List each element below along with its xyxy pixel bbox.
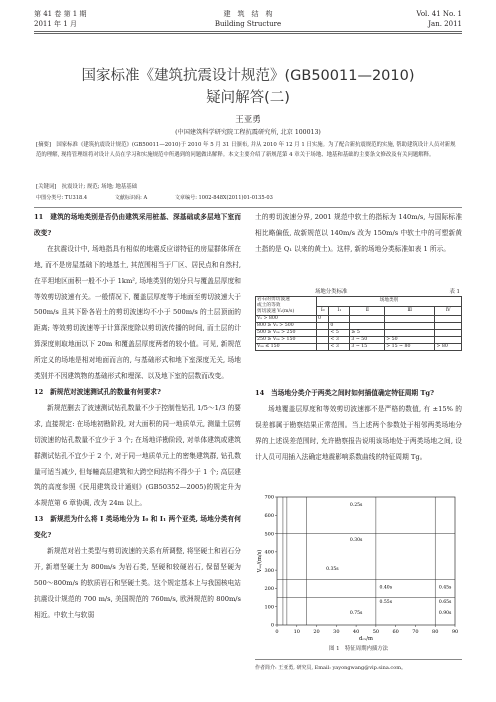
right-column-mid	[255, 386, 462, 466]
table-cell: < 5	[329, 330, 350, 337]
table-head-corner	[256, 297, 317, 316]
y-tick-label: 200	[264, 586, 274, 593]
y-tick-label: 300	[264, 567, 274, 574]
table-cell	[435, 330, 462, 337]
y-tick-label: 400	[264, 549, 274, 556]
table-col-header: Ⅱ	[350, 306, 385, 316]
figure-caption: 图 1 特征周期内插方法	[328, 646, 389, 652]
x-tick-label: 90	[451, 629, 459, 635]
table-cell	[350, 316, 385, 323]
table-cell: 0	[317, 316, 329, 323]
paper-title-line1: 国家标准《建筑抗震设计规范》(GB50011—2010)	[81, 68, 415, 84]
plot-frame	[277, 497, 455, 625]
y-tick-label: 500	[264, 531, 274, 538]
y-tick-label: 700	[264, 494, 274, 501]
table-col-header: Ⅰ₀	[317, 306, 329, 316]
table-col-header: Ⅳ	[435, 306, 462, 316]
period-annotation: 0.75s	[349, 611, 363, 617]
period-annotation: 0.45s	[438, 585, 452, 591]
paper-title-line2: 疑问解答(二)	[206, 90, 290, 106]
body-paragraph: 新规范删去了波速测试钻孔数量不少于控制性钻孔 1/5～1/3 的要求, 直接规定: 在场地初勘阶段, 对大面积的同一地质单元, 测量土层剪切波速的钻孔数量不宜少于 3 个; 在场地详勘阶段, 对单体建筑或建筑群测试钻孔不宜少于 2 个, 对于同一地质单元上的密集建筑群, 钻孔数量可适当减少, 但每幢高层建筑和大跨空间结构不得少于 1 个; 高层建筑的高度参照《民用建筑设计通则》(GB50352—2005)的规定升为本规范第 6 章协调, 改为 24m 以上。	[34, 403, 241, 508]
journal-volume-en: Vol. 41 No. 1	[416, 10, 462, 18]
table-cell	[317, 344, 329, 351]
table-cell: > 80	[435, 344, 462, 351]
clc-number: 中图分类号: TU318.4	[36, 195, 88, 201]
table-row	[256, 316, 462, 323]
table-cell: < 3	[329, 344, 350, 351]
affiliation: (中国建筑科学研究院工程抗震研究所, 北京 100013)	[175, 129, 321, 136]
abstract: [摘要] 国家标准《建筑抗震设计规范》(GB50011—2010)于 2010 年 5 月 31 日颁布, 并从 2010 年 12 月 1 日实施。为了配合新抗震规范的实施, 帮助建筑设计人员对新规范的理解, 现将管理组将对设计人员在学习和实施规范中所遇到的问题做出解释。本文主要介绍了新规范第 4 章关于场地、地基和基础的主要条文修改及有关问题解释。	[36, 142, 456, 158]
body-paragraph: 土的剪切波速分界, 2001 规范中软土的指标为 140m/s, 与国际标准相比略偏低, 故新规范以 140m/s 改为 150m/s 中软土中的可塑新黄土指的是 Q₁ 以来的黄土)。这样, 新的场地分类标准如表 1 所示。	[255, 213, 462, 253]
table-cell	[435, 337, 462, 344]
journal-name: 建 筑 结 构	[223, 10, 273, 18]
corner-text-3: 剪切波速 Vₛ(m/s)	[257, 309, 295, 314]
table-cell: 3 ~ 15	[350, 344, 385, 351]
table-row-label: 250 ≥ Vₛₑ > 150	[256, 337, 317, 344]
y-tick-label: 0	[270, 622, 274, 629]
table-cell: 3 ~ 50	[350, 337, 385, 344]
table-cell	[350, 323, 385, 330]
table-row	[256, 330, 462, 337]
period-annotation: 0.65s	[438, 600, 452, 606]
table-col-header: Ⅰ₁	[329, 306, 350, 316]
x-tick-label: 10	[293, 629, 300, 635]
table-col-header: Ⅲ	[385, 306, 435, 316]
question-heading: 13 新规范为什么将 Ⅰ 类场地分为 Ⅰ₀ 和 Ⅰ₁ 两个亚类, 场地分类有何变化?	[34, 515, 241, 540]
body-paragraph: 在抗震设计中, 场地指具有相似的地震反应谱特征的房屋群体所在地, 而不是房屋基础下的地基土, 其范围相当于厂区、居民点和自然村, 在平坦地区面积一般不小于 1km², 场地类别的划分只与覆盖层厚度和等效剪切波速有关。一般情况下, 覆盖层厚度等于地面至剪切波速大于 500m/s 且其下卧各岩土的剪切波速均不小于 500m/s 的土层顶面的距离; 等效剪切波速等于计算深度除以剪切波传播的时间, 而土层的计算深度则取地面以下 20m 和覆盖层厚度两者的较小值。可见, 新规范所定义的场地是相对地面而言的, 与基础形式和地下室深度无关, 场地类别并不因建筑物的基础形式和埋深、以及地下室的层数而改变。	[34, 244, 241, 381]
table-cell	[435, 323, 462, 330]
y-tick-label: 100	[264, 604, 274, 611]
y-tick-label: 600	[264, 512, 274, 519]
journal-date-en: Jan. 2011	[428, 20, 462, 28]
table-cell	[317, 330, 329, 337]
table-row-label: Vₛ > 800	[256, 316, 317, 323]
table-title: 场地分类标准	[315, 289, 348, 295]
period-annotation: 0.55s	[379, 600, 393, 606]
site-class-table	[255, 296, 462, 351]
journal-date: 2011 年 1 月	[34, 20, 77, 28]
table-row	[256, 344, 462, 351]
period-annotation: 0.40s	[379, 585, 393, 591]
body-paragraph: 新规范对岩土类型与剪切波速的关系有所调整, 将坚硬土和岩石分开, 新增坚硬土为 800m/s 为岩石类, 坚硬和较硬岩石, 保留坚硬为 500～800m/s 的软质岩石和坚硬土类。这个规定基本上与我国核电站抗震设计规范的 700 m/s, 美国规范的 760m/s, 欧洲规范的 800m/s 相近。中软土与软弱	[34, 547, 241, 619]
corner-text-1: 岩石的剪切波速	[257, 297, 290, 302]
period-annotation: 0.25s	[349, 503, 363, 509]
x-tick-label: 40	[352, 629, 360, 635]
corner-text-2: 或土的等效	[257, 303, 281, 308]
classification	[36, 194, 460, 203]
x-tick-label: 60	[392, 629, 399, 635]
table-cell	[385, 323, 435, 330]
table-cell	[317, 337, 329, 344]
x-axis-label: dₒᵥ/m	[359, 636, 373, 642]
x-tick-label: 30	[333, 629, 340, 635]
y-axis-label: Vₛₑ/(m/s)	[257, 549, 263, 573]
x-tick-label: 80	[432, 629, 439, 635]
table-cell: > 15 ~ 80	[385, 344, 435, 351]
left-column	[34, 210, 241, 624]
x-tick-label: 20	[313, 629, 320, 635]
table-head-group: 场地类别	[317, 297, 462, 307]
question-heading: 11 建筑的场地类别是否仍由建筑采用桩基、深基础或多层地下室而改变?	[34, 213, 241, 237]
author: 王亚勇	[235, 115, 261, 125]
table-cell	[435, 316, 462, 323]
period-annotation: 0.35s	[326, 567, 339, 573]
document-code: 文献标识码: A	[114, 195, 148, 201]
table-cell: ≥ 5	[350, 330, 385, 337]
x-tick-label: 70	[412, 629, 419, 635]
table-cell: 0	[329, 323, 350, 330]
table-row-label: 500 ≥ Vₛₑ > 250	[256, 330, 317, 337]
header-rule-2	[34, 33, 462, 34]
table-cell	[385, 316, 435, 323]
table-row-label: 800 ≥ Vₛ > 500	[256, 323, 317, 330]
question-heading: 12 新规范对波速测试孔的数量有何要求?	[34, 387, 161, 396]
journal-name-en: Building Structure	[214, 20, 282, 28]
x-tick-label: 0	[275, 629, 279, 635]
table-cell: < 3	[329, 337, 350, 344]
body-paragraph: 场地覆盖层厚度和等效剪切波速都不是严格的数值, 有 ±15% 的误差都属于勘察结果正常范围。当上述两个参数处于相邻两类场地分界的上述误差范围时, 允许勘察报告说明该场地处于两类场地之间, 设计人员可用插入法确定地震影响系数曲线的特征周期 Tg。	[255, 404, 462, 461]
footnote-rule	[255, 659, 462, 660]
table-cell: > 50	[385, 337, 435, 344]
period-annotation: 0.30s	[349, 537, 363, 543]
question-heading: 14 当场地分类介于两类之间时如何插值确定特征周期 Tg?	[255, 389, 435, 397]
header-rule	[34, 31, 462, 32]
table-label: 表 1	[449, 289, 460, 295]
keywords: [关键词] 抗震设计; 规范; 场地; 地基基础	[36, 184, 138, 190]
table-cell	[329, 316, 350, 323]
characteristic-period-chart	[255, 493, 462, 643]
table-cell	[385, 330, 435, 337]
abstract-rule	[34, 207, 462, 208]
author-footnote: 作者简介: 王亚勇, 研究员, Email: yayongwang@vip.sina.com。	[255, 665, 406, 671]
period-annotation: 0.90s	[438, 611, 452, 617]
table-row	[256, 323, 462, 330]
article-number: 文章编号: 1002-848X(2011)01-0135-03	[174, 195, 273, 201]
journal-volume: 第 41 卷 第 1 期	[34, 10, 87, 18]
table-row-label: Vₛₑ ≤ 150	[256, 344, 317, 351]
table-cell	[317, 323, 329, 330]
table-row	[256, 337, 462, 344]
right-column-top	[255, 210, 462, 258]
x-tick-label: 50	[372, 629, 380, 635]
